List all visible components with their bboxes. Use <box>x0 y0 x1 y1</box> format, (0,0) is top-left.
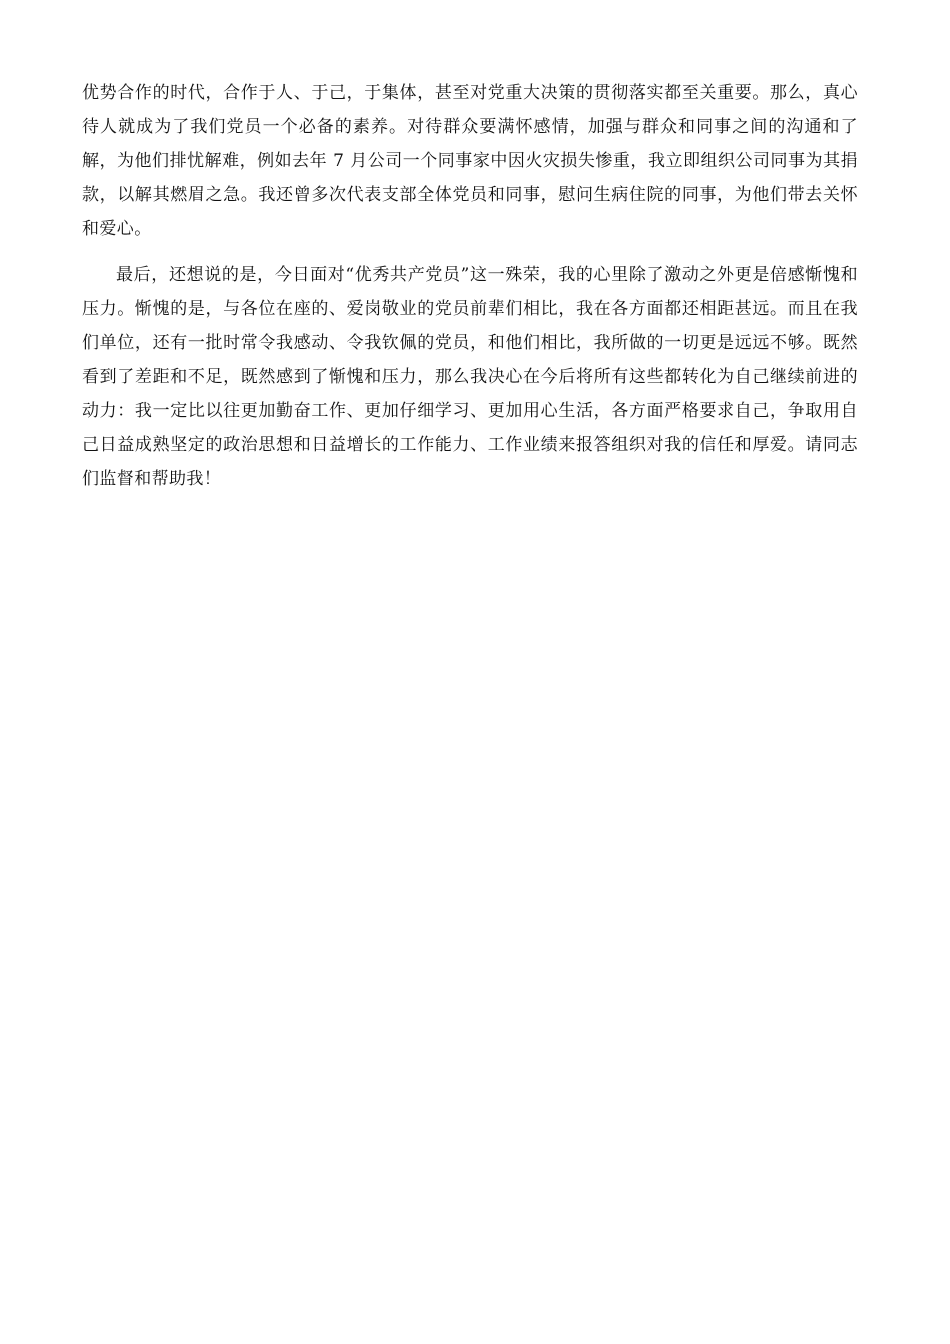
document-body <box>82 76 858 496</box>
paragraph-2: 最后，还想说的是，今日面对“优秀共产党员”这一殊荣，我的心里除了激动之外更是倍感惭愧和压力。惭愧的是，与各位在座的、爱岗敬业的党员前辈们相比，我在各方面都还相距甚远。而且在我们单位，还有一批时常令我感动、令我钦佩的党员，和他们相比，我所做的一切更是远远不够。既然看到了差距和不足，既然感到了惭愧和压力，那么我决心在今后将所有这些都转化为自己继续前进的动力：我一定比以往更加勤奋工作、更加仔细学习、更加用心生活，各方面严格要求自己，争取用自己日益成熟坚定的政治思想和日益增长的工作能力、工作业绩来报答组织对我的信任和厚爱。请同志们监督和帮助我！ <box>82 265 858 489</box>
paragraph-1: 优势合作的时代，合作于人、于己，于集体，甚至对党重大决策的贯彻落实都至关重要。那么，真心待人就成为了我们党员一个必备的素养。对待群众要满怀感情，加强与群众和同事之间的沟通和了解，为他们排忧解难，例如去年 7 月公司一个同事家中因火灾损失惨重，我立即组织公司同事为其捐款，以解其燃眉之急。我还曾多次代表支部全体党员和同事，慰问生病住院的同事，为他们带去关怀和爱心。 <box>82 83 858 239</box>
paragraph-spacer <box>82 246 858 258</box>
